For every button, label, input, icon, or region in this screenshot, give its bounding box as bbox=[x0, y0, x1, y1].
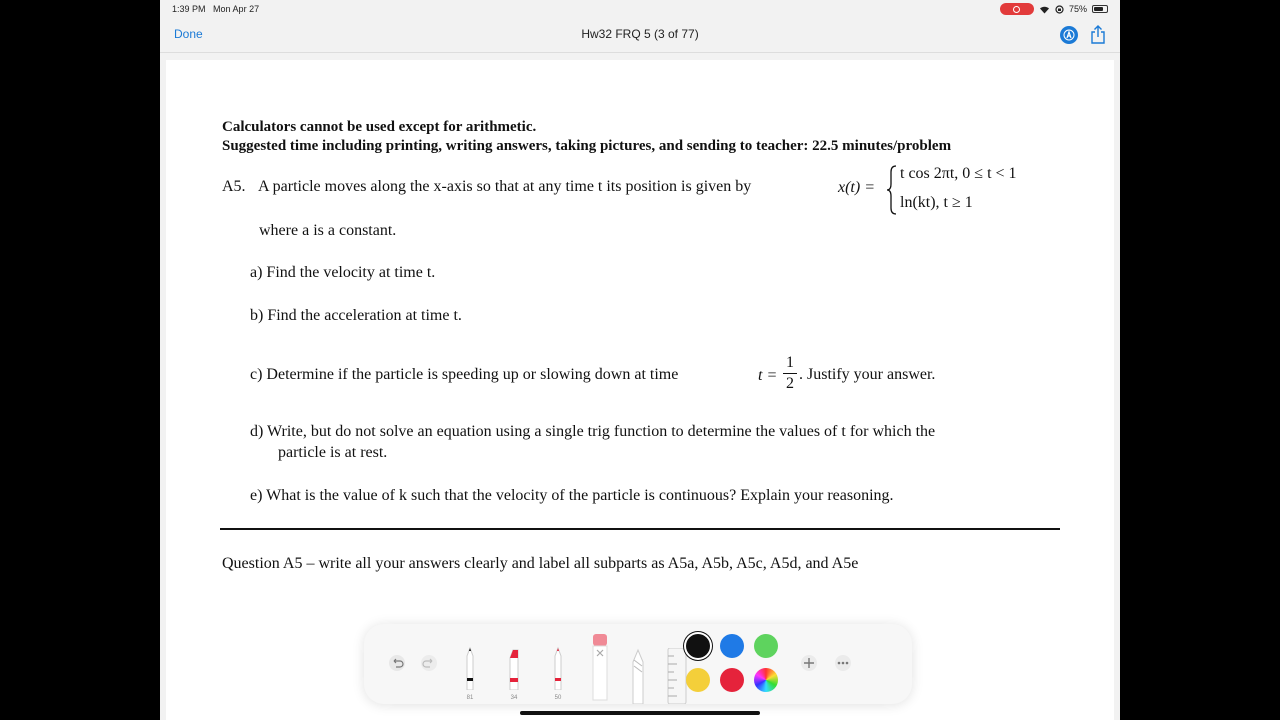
fraction-one-half bbox=[783, 354, 797, 393]
redo-icon[interactable] bbox=[420, 654, 438, 672]
battery-icon bbox=[1092, 5, 1108, 13]
share-icon[interactable] bbox=[1090, 25, 1106, 45]
marker-tool[interactable] bbox=[504, 642, 524, 704]
answer-instructions: Question A5 – write all your answers clearly and label all subparts as A5a, A5b, A5c, A5d, and A5e bbox=[222, 555, 859, 572]
divider-line bbox=[220, 528, 1060, 530]
markup-toolbar bbox=[364, 624, 912, 704]
lasso-icon[interactable] bbox=[628, 646, 648, 704]
wifi-icon bbox=[1039, 5, 1050, 14]
part-e: e) What is the value of k such that the velocity of the particle is continuous? Explain your reasoning. bbox=[250, 487, 894, 504]
done-button[interactable]: Done bbox=[174, 27, 203, 41]
piecewise-case-1: t cos 2πt, 0 ≤ t < 1 bbox=[900, 165, 1017, 182]
add-icon[interactable] bbox=[800, 654, 818, 672]
part-c: c) Determine if the particle is speeding up or slowing down at time bbox=[250, 366, 679, 383]
piecewise-function bbox=[838, 160, 1038, 220]
document-page bbox=[166, 60, 1114, 720]
more-options-icon[interactable] bbox=[834, 654, 852, 672]
status-bar bbox=[160, 0, 1120, 18]
status-time bbox=[172, 4, 259, 14]
fraction-numerator: 1 bbox=[786, 354, 794, 371]
color-green[interactable] bbox=[754, 634, 778, 658]
constant-note: where a is a constant. bbox=[259, 222, 397, 239]
fraction-denominator: 2 bbox=[786, 375, 794, 392]
ipad-screen bbox=[160, 0, 1120, 720]
marker-size: 34 bbox=[510, 695, 518, 701]
orientation-lock-icon bbox=[1055, 5, 1064, 14]
part-b: b) Find the acceleration at time t. bbox=[250, 307, 462, 324]
pencil-tool[interactable] bbox=[548, 642, 568, 704]
color-blue[interactable] bbox=[720, 634, 744, 658]
part-d: d) Write, but do not solve an equation using a single trig function to determine the values of t for which the bbox=[250, 423, 936, 440]
brace-icon bbox=[886, 164, 898, 216]
eraser-icon[interactable] bbox=[590, 632, 610, 702]
piecewise-case-2: ln(kt), t ≥ 1 bbox=[900, 194, 973, 211]
screen-recording-icon[interactable] bbox=[1000, 3, 1034, 15]
undo-icon[interactable] bbox=[388, 654, 406, 672]
color-black[interactable] bbox=[686, 634, 710, 658]
part-d-cont: particle is at rest. bbox=[278, 444, 388, 461]
markup-pen-icon[interactable] bbox=[1060, 26, 1078, 44]
document-title: Hw32 FRQ 5 (3 of 77) bbox=[581, 27, 699, 41]
status-icons bbox=[1000, 3, 1108, 15]
problem-statement: A particle moves along the x-axis so that at any time t its position is given by bbox=[258, 178, 752, 195]
part-a: a) Find the velocity at time t. bbox=[250, 264, 436, 281]
part-c-justify: . Justify your answer. bbox=[799, 366, 936, 383]
status-date: Mon Apr 27 bbox=[213, 4, 260, 14]
calculator-rule: Calculators cannot be used except for arithmetic. bbox=[222, 119, 537, 135]
piecewise-lhs: x(t) = bbox=[838, 179, 875, 196]
pencil-size: 50 bbox=[554, 695, 562, 701]
nav-bar bbox=[160, 18, 1120, 53]
pen-size: 81 bbox=[466, 695, 474, 701]
suggested-time-rule: Suggested time including printing, writing answers, taking pictures, and sending to teacher: 22.5 minutes/problem bbox=[222, 138, 952, 154]
color-picker-icon[interactable] bbox=[754, 668, 778, 692]
battery-percent: 75% bbox=[1068, 4, 1087, 14]
status-clock: 1:39 PM bbox=[172, 4, 206, 14]
color-red[interactable] bbox=[720, 668, 744, 692]
problem-label: A5. bbox=[222, 178, 246, 195]
pen-tool[interactable] bbox=[460, 642, 480, 704]
color-yellow[interactable] bbox=[686, 668, 710, 692]
ruler-icon[interactable] bbox=[666, 648, 688, 704]
part-c-t: t = bbox=[758, 367, 778, 384]
home-indicator[interactable] bbox=[520, 711, 760, 715]
